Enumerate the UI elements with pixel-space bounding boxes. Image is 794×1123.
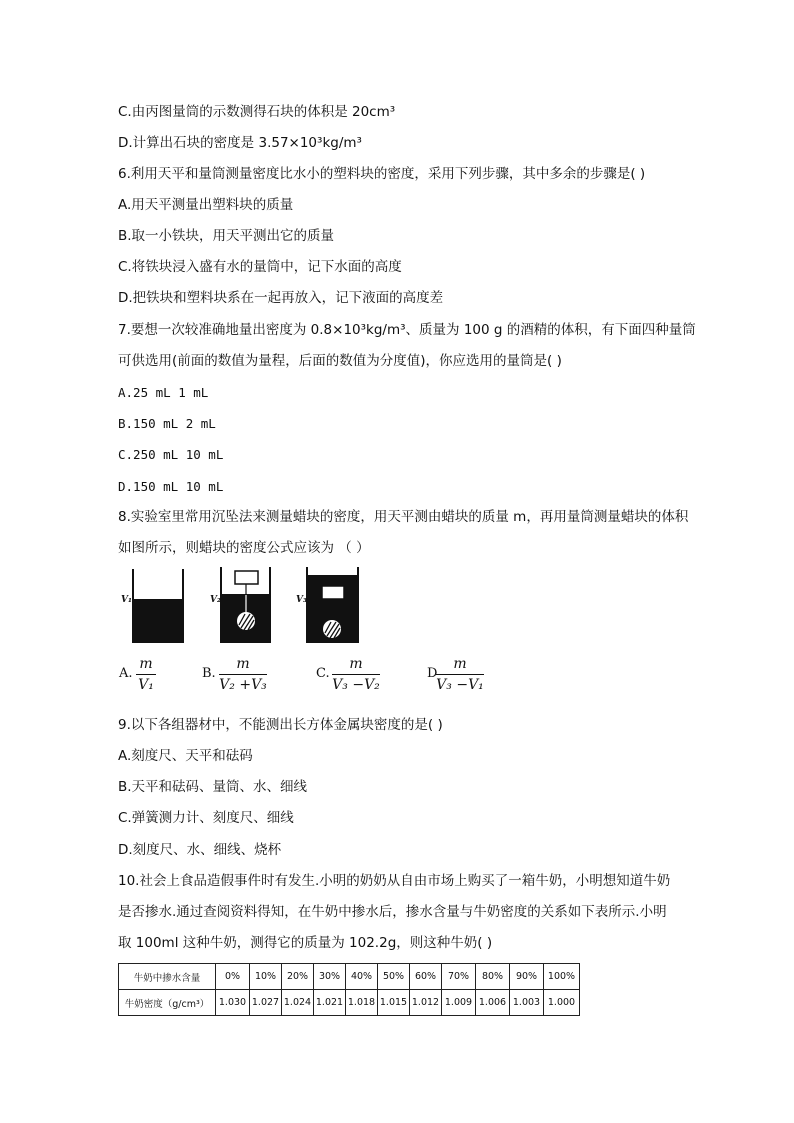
q7-option-c: C.250 mL 10 mL — [118, 447, 224, 462]
q8-option-a-numerator: m — [139, 656, 153, 672]
table-header-milk-density: 牛奶密度（g/cm³） — [119, 990, 216, 1016]
table-cell: 10% — [250, 964, 282, 990]
beaker-v2-label: V₂ — [210, 595, 221, 605]
table-cell: 40% — [346, 964, 378, 990]
q9-option-b: B.天平和砝码、量筒、水、细线 — [118, 779, 308, 795]
table-cell: 1.030 — [216, 990, 250, 1016]
q8-option-d-label: D — [427, 666, 438, 681]
table-row-milk-density — [119, 990, 580, 1016]
q8-option-d-numerator: m — [453, 656, 467, 672]
table-cell: 80% — [476, 964, 510, 990]
q6-stem: 6.利用天平和量筒测量密度比水小的塑料块的密度，采用下列步骤，其中多余的步骤是( ) — [118, 166, 646, 182]
table-cell: 1.012 — [410, 990, 442, 1016]
table-cell: 1.006 — [476, 990, 510, 1016]
q10-stem-line3: 取 100ml 这种牛奶，测得它的质量为 102.2g，则这种牛奶( ) — [118, 935, 493, 951]
q8-option-c-denominator: V₃ −V₂ — [332, 677, 380, 693]
q8-option-c-numerator: m — [349, 656, 363, 672]
q7-option-b: B.150 mL 2 mL — [118, 416, 216, 431]
table-cell: 1.024 — [282, 990, 314, 1016]
q5-option-d: D.计算出石块的密度是 3.57×10³kg/m³ — [118, 135, 362, 151]
table-row-water-content — [119, 964, 580, 990]
q7-stem-line2: 可供选用(前面的数值为量程，后面的数值为分度值)，你应选用的量筒是( ) — [118, 353, 562, 369]
q8-option-d-denominator: V₃ −V₁ — [436, 677, 484, 693]
q7-stem-line1: 7.要想一次较准确地量出密度为 0.8×10³kg/m³、质量为 100 g 的酒精的体积，有下面四种量筒 — [118, 322, 696, 338]
beaker-v1-label: V₁ — [121, 595, 132, 605]
q8-stem-line1: 8.实验室里常用沉坠法来测量蜡块的密度，用天平测由蜡块的质量 m，再用量筒测量蜡块的体积 — [118, 509, 689, 525]
table-cell: 1.000 — [544, 990, 580, 1016]
q9-option-c: C.弹簧测力计、刻度尺、细线 — [118, 810, 294, 826]
q6-option-a: A.用天平测量出塑料块的质量 — [118, 197, 294, 213]
q8-option-d-formula — [436, 655, 484, 694]
beaker-v3 — [296, 567, 358, 642]
table-cell: 30% — [314, 964, 346, 990]
beaker-v1 — [121, 569, 183, 642]
q10-stem-line2: 是否掺水.通过查阅资料得知，在牛奶中掺水后，掺水含量与牛奶密度的关系如下表所示.小明 — [118, 904, 667, 920]
q9-option-a: A.刻度尺、天平和砝码 — [118, 748, 253, 764]
q9-stem: 9.以下各组器材中，不能测出长方体金属块密度的是( ) — [118, 717, 443, 733]
q6-option-b: B.取一小铁块，用天平测出它的质量 — [118, 228, 335, 244]
table-cell: 1.027 — [250, 990, 282, 1016]
q8-option-c-label: C. — [316, 666, 330, 681]
table-cell: 0% — [216, 964, 250, 990]
q8-option-a-formula — [136, 655, 156, 694]
beaker-v3-label: V₃ — [296, 595, 307, 605]
table-cell: 1.009 — [442, 990, 476, 1016]
q5-option-c: C.由丙图量筒的示数测得石块的体积是 20cm³ — [118, 104, 396, 120]
q6-option-d: D.把铁块和塑料块系在一起再放入，记下液面的高度差 — [118, 290, 444, 306]
table-cell: 90% — [510, 964, 544, 990]
table-cell: 50% — [378, 964, 410, 990]
q8-option-b-denominator: V₂ +V₃ — [219, 677, 267, 693]
q8-option-a-label: A. — [119, 666, 133, 681]
table-cell: 1.021 — [314, 990, 346, 1016]
table-cell: 1.015 — [378, 990, 410, 1016]
table-cell: 1.018 — [346, 990, 378, 1016]
beaker-figure — [114, 565, 374, 647]
table-cell: 20% — [282, 964, 314, 990]
q6-option-c: C.将铁块浸入盛有水的量筒中，记下水面的高度 — [118, 259, 402, 275]
table-cell: 60% — [410, 964, 442, 990]
table-header-water-content: 牛奶中掺水含量 — [119, 964, 216, 990]
q8-option-b-formula — [219, 655, 267, 694]
q7-option-a: A.25 mL 1 mL — [118, 385, 209, 400]
table-cell: 1.003 — [510, 990, 544, 1016]
beaker-v2 — [210, 567, 270, 642]
table-cell: 100% — [544, 964, 580, 990]
q8-option-a-denominator: V₁ — [138, 677, 154, 693]
q8-option-b-label: B. — [202, 666, 216, 681]
milk-density-table — [118, 963, 580, 1016]
q10-stem-line1: 10.社会上食品造假事件时有发生.小明的奶奶从自由市场上购买了一箱牛奶，小明想知道牛奶 — [118, 873, 671, 889]
q9-option-d: D.刻度尺、水、细线、烧杯 — [118, 842, 282, 858]
table-cell: 70% — [442, 964, 476, 990]
q8-option-b-numerator: m — [236, 656, 250, 672]
q7-option-d: D.150 mL 10 mL — [118, 479, 224, 494]
q8-option-c-formula — [332, 655, 380, 694]
q8-stem-line2: 如图所示，则蜡块的密度公式应该为 （ ） — [118, 540, 370, 556]
